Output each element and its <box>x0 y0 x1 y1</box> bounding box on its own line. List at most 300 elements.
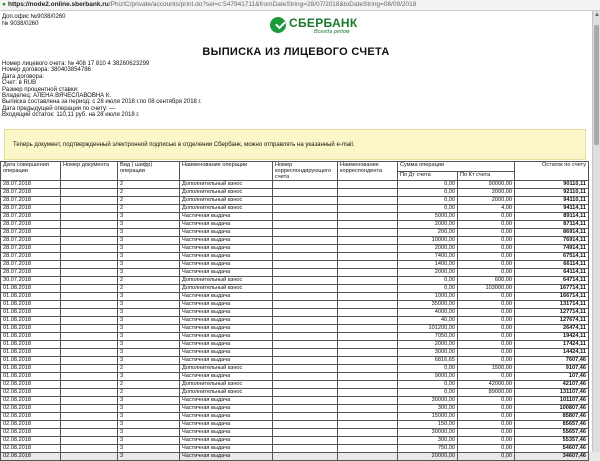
info-contract-date: Дата договора: <box>2 73 44 80</box>
cell-document <box>61 285 118 293</box>
cell-operation-name: Частичная выдача <box>180 229 273 237</box>
cell-operation-name: Частичная выдача <box>180 445 273 453</box>
col-header-code: Вид ( шифр) операции <box>118 162 180 181</box>
cell-document <box>61 405 118 413</box>
cell-balance: 19424,11 <box>515 333 589 341</box>
cell-corr-name <box>338 373 398 381</box>
cell-date: 01.08.2018 <box>1 317 61 325</box>
cell-date: 01.08.2018 <box>1 293 61 301</box>
table-row <box>1 397 589 405</box>
cell-operation-code: 3 <box>118 245 180 253</box>
col-header-balance: Остаток по счету <box>515 162 589 181</box>
cell-operation-name: Дополнительный взнос <box>180 365 273 373</box>
table-row <box>1 421 589 429</box>
cell-credit: 0,00 <box>458 397 515 405</box>
cell-debit: 2000,00 <box>398 245 458 253</box>
cell-corr-name <box>338 437 398 445</box>
table-row <box>1 357 589 365</box>
cell-operation-code: 3 <box>118 325 180 333</box>
table-row <box>1 325 589 333</box>
cell-date: 28.07.2018 <box>1 245 61 253</box>
cell-credit: 0,00 <box>458 445 515 453</box>
cell-debit: 35000,00 <box>398 301 458 309</box>
cell-corr-account <box>273 253 338 261</box>
cell-balance: 64714,11 <box>515 277 589 285</box>
cell-operation-code: 3 <box>118 445 180 453</box>
cell-balance: 74914,11 <box>515 245 589 253</box>
cell-operation-code: 3 <box>118 253 180 261</box>
cell-operation-name: Частичная выдача <box>180 317 273 325</box>
cell-date: 01.08.2018 <box>1 365 61 373</box>
cell-corr-account <box>273 301 338 309</box>
sberbank-logo-icon <box>270 17 286 33</box>
cell-credit: 0,00 <box>458 237 515 245</box>
cell-corr-name <box>338 453 398 461</box>
cell-credit: 1500,00 <box>458 365 515 373</box>
cell-corr-account <box>273 381 338 389</box>
cell-corr-name <box>338 341 398 349</box>
cell-document <box>61 389 118 397</box>
statement-page <box>0 11 592 459</box>
scroll-up-icon[interactable]: ▲ <box>594 12 600 18</box>
cell-operation-name: Частичная выдача <box>180 405 273 413</box>
cell-corr-name <box>338 309 398 317</box>
cell-corr-name <box>338 197 398 205</box>
cell-date: 30.07.2018 <box>1 277 61 285</box>
cell-document <box>61 357 118 365</box>
info-currency: Счет: в RUB <box>2 80 37 87</box>
cell-debit: 7400,00 <box>398 253 458 261</box>
cell-corr-name <box>338 333 398 341</box>
cell-corr-account <box>273 437 338 445</box>
cell-credit: 0,00 <box>458 357 515 365</box>
cell-balance: 34607,46 <box>515 453 589 461</box>
cell-operation-name: Частичная выдача <box>180 437 273 445</box>
cell-date: 02.08.2018 <box>1 429 61 437</box>
cell-corr-account <box>273 261 338 269</box>
cell-operation-name: Частичная выдача <box>180 261 273 269</box>
cell-operation-name: Частичная выдача <box>180 213 273 221</box>
info-interest-rate: Размер процентной ставки: <box>2 86 79 93</box>
cell-date: 02.08.2018 <box>1 413 61 421</box>
table-row <box>1 277 589 285</box>
table-row <box>1 429 589 437</box>
cell-debit: 15000,00 <box>398 413 458 421</box>
cell-operation-name: Дополнительный взнос <box>180 181 273 189</box>
cell-date: 02.08.2018 <box>1 437 61 445</box>
cell-credit: 0,00 <box>458 301 515 309</box>
cell-corr-name <box>338 365 398 373</box>
cell-corr-name <box>338 253 398 261</box>
cell-document <box>61 181 118 189</box>
office-line-1: Доп.офис №9038/0260 <box>2 14 66 20</box>
cell-debit: 0,00 <box>398 277 458 285</box>
cell-operation-code: 3 <box>118 237 180 245</box>
cell-operation-code: 3 <box>118 301 180 309</box>
table-row <box>1 349 589 357</box>
cell-operation-code: 3 <box>118 437 180 445</box>
account-info <box>2 61 202 119</box>
cell-operation-code: 3 <box>118 421 180 429</box>
cell-date: 02.08.2018 <box>1 389 61 397</box>
cell-document <box>61 397 118 405</box>
cell-corr-account <box>273 285 338 293</box>
cell-debit: 2000,00 <box>398 341 458 349</box>
cell-operation-name: Частичная выдача <box>180 397 273 405</box>
table-row <box>1 437 589 445</box>
cell-balance: 131107,46 <box>515 389 589 397</box>
cell-operation-name: Частичная выдача <box>180 421 273 429</box>
cell-corr-name <box>338 229 398 237</box>
cell-debit: 0,00 <box>398 205 458 213</box>
cell-credit: 42000,00 <box>458 381 515 389</box>
table-row <box>1 229 589 237</box>
col-header-credit: По Кт счета <box>458 172 515 181</box>
table-row <box>1 373 589 381</box>
cell-debit: 0,00 <box>398 285 458 293</box>
cell-balance: 26474,11 <box>515 325 589 333</box>
col-header-debit: По Дт счета <box>398 172 458 181</box>
cell-corr-name <box>338 261 398 269</box>
cell-debit: 7050,00 <box>398 333 458 341</box>
cell-balance: 42107,46 <box>515 381 589 389</box>
cell-operation-code: 3 <box>118 453 180 461</box>
cell-document <box>61 325 118 333</box>
cell-credit: 0,00 <box>458 413 515 421</box>
cell-balance: 94110,11 <box>515 197 589 205</box>
cell-operation-name: Частичная выдача <box>180 269 273 277</box>
cell-date: 02.08.2018 <box>1 405 61 413</box>
cell-corr-account <box>273 373 338 381</box>
cell-debit: 1000,00 <box>398 293 458 301</box>
cell-credit: 89000,00 <box>458 389 515 397</box>
url-host: https://node2.online.sberbank.ru <box>8 1 109 8</box>
cell-date: 28.07.2018 <box>1 229 61 237</box>
office-line-2: № 9038/0260 <box>2 21 39 27</box>
cell-document <box>61 253 118 261</box>
cell-operation-name: Частичная выдача <box>180 357 273 365</box>
cell-corr-account <box>273 245 338 253</box>
bank-slogan: Всегда рядом <box>314 29 350 35</box>
cell-operation-code: 2 <box>118 365 180 373</box>
cell-corr-account <box>273 413 338 421</box>
cell-document <box>61 365 118 373</box>
cell-operation-name: Частичная выдача <box>180 237 273 245</box>
cell-operation-name: Частичная выдача <box>180 245 273 253</box>
cell-corr-name <box>338 445 398 453</box>
cell-document <box>61 229 118 237</box>
cell-credit: 0,00 <box>458 429 515 437</box>
cell-corr-account <box>273 453 338 461</box>
cell-date: 02.08.2018 <box>1 445 61 453</box>
cell-document <box>61 429 118 437</box>
cell-corr-name <box>338 189 398 197</box>
cell-document <box>61 277 118 285</box>
cell-corr-name <box>338 421 398 429</box>
cell-operation-code: 3 <box>118 229 180 237</box>
cell-operation-name: Дополнительный взнос <box>180 197 273 205</box>
table-row <box>1 453 589 461</box>
cell-corr-name <box>338 213 398 221</box>
cell-debit: 0,00 <box>398 197 458 205</box>
cell-date: 02.08.2018 <box>1 421 61 429</box>
table-row <box>1 293 589 301</box>
cell-balance: 131714,11 <box>515 301 589 309</box>
cell-balance: 14424,11 <box>515 349 589 357</box>
cell-corr-name <box>338 429 398 437</box>
cell-debit: 30000,00 <box>398 429 458 437</box>
cell-corr-name <box>338 357 398 365</box>
cell-operation-code: 2 <box>118 285 180 293</box>
cell-date: 28.07.2018 <box>1 189 61 197</box>
cell-debit: 40,00 <box>398 317 458 325</box>
cell-corr-name <box>338 285 398 293</box>
cell-date: 28.07.2018 <box>1 221 61 229</box>
cell-corr-account <box>273 277 338 285</box>
cell-debit: 0,00 <box>398 381 458 389</box>
cell-debit: 10000,00 <box>398 237 458 245</box>
cell-operation-code: 3 <box>118 333 180 341</box>
cell-credit: 0,00 <box>458 293 515 301</box>
cell-corr-name <box>338 269 398 277</box>
lock-icon: ● <box>2 1 6 8</box>
browser-url-bar[interactable] <box>0 0 600 11</box>
cell-operation-code: 3 <box>118 317 180 325</box>
cell-document <box>61 437 118 445</box>
vertical-scrollbar[interactable] <box>592 11 600 452</box>
cell-date: 28.07.2018 <box>1 269 61 277</box>
cell-balance: 90110,11 <box>515 181 589 189</box>
cell-corr-account <box>273 389 338 397</box>
cell-debit: 101200,00 <box>398 325 458 333</box>
cell-operation-name: Дополнительный взнос <box>180 205 273 213</box>
cell-corr-name <box>338 277 398 285</box>
cell-corr-account <box>273 189 338 197</box>
cell-operation-name: Частичная выдача <box>180 349 273 357</box>
info-account-number: Номер лицевого счета: № 408 17 810 4 38260623299 <box>2 61 150 67</box>
cell-corr-name <box>338 349 398 357</box>
cell-corr-account <box>273 205 338 213</box>
cell-date: 28.07.2018 <box>1 237 61 245</box>
table-row <box>1 269 589 277</box>
cell-date: 28.07.2018 <box>1 181 61 189</box>
table-row <box>1 189 589 197</box>
cell-corr-name <box>338 397 398 405</box>
cell-operation-name: Дополнительный взнос <box>180 389 273 397</box>
cell-document <box>61 453 118 461</box>
cell-operation-name: Дополнительный взнос <box>180 189 273 197</box>
info-owner: Владелец: АЛЕНА ВЯЧЕСЛАВОВНА К. <box>2 93 112 100</box>
url-path: /PhizIC/private/accounts/print.do?sel=c:547941711&fromDateString=28/07/2018&toDateString=08/09/2018 <box>108 1 417 8</box>
cell-credit: 0,00 <box>458 421 515 429</box>
cell-corr-name <box>338 301 398 309</box>
cell-operation-name: Частичная выдача <box>180 253 273 261</box>
cell-corr-account <box>273 365 338 373</box>
cell-debit: 1400,00 <box>398 261 458 269</box>
table-row <box>1 181 589 189</box>
cell-credit: 103000,00 <box>458 285 515 293</box>
cell-corr-name <box>338 325 398 333</box>
cell-document <box>61 269 118 277</box>
cell-balance: 127674,11 <box>515 317 589 325</box>
cell-date: 01.08.2018 <box>1 349 61 357</box>
col-header-corr-name: Наименование корреспондента <box>338 162 398 181</box>
cell-corr-account <box>273 405 338 413</box>
cell-document <box>61 293 118 301</box>
cell-corr-account <box>273 429 338 437</box>
cell-corr-name <box>338 245 398 253</box>
table-row <box>1 413 589 421</box>
cell-corr-account <box>273 445 338 453</box>
cell-debit: 2000,00 <box>398 221 458 229</box>
table-row <box>1 245 589 253</box>
cell-document <box>61 333 118 341</box>
cell-corr-account <box>273 317 338 325</box>
cell-corr-name <box>338 405 398 413</box>
cell-debit: 200,00 <box>398 229 458 237</box>
cell-document <box>61 421 118 429</box>
table-row <box>1 261 589 269</box>
cell-corr-account <box>273 421 338 429</box>
cell-document <box>61 445 118 453</box>
cell-debit: 3000,00 <box>398 349 458 357</box>
cell-credit: 2000,00 <box>458 197 515 205</box>
table-row <box>1 197 589 205</box>
cell-document <box>61 349 118 357</box>
cell-corr-account <box>273 325 338 333</box>
bank-name: СБЕРБАНК <box>289 16 358 30</box>
cell-operation-name: Частичная выдача <box>180 301 273 309</box>
cell-debit: 0,00 <box>398 189 458 197</box>
cell-operation-name: Частичная выдача <box>180 413 273 421</box>
cell-operation-code: 3 <box>118 373 180 381</box>
cell-corr-name <box>338 381 398 389</box>
cell-balance: 55657,46 <box>515 429 589 437</box>
cell-credit: 2000,00 <box>458 189 515 197</box>
cell-operation-name: Частичная выдача <box>180 373 273 381</box>
cell-corr-account <box>273 229 338 237</box>
cell-balance: 85807,46 <box>515 413 589 421</box>
info-period: Выписка составлена за период: с 28 июля 2018 г.по 08 сентября 2018 г. <box>2 99 202 106</box>
cell-balance: 167714,11 <box>515 285 589 293</box>
scrollbar-thumb[interactable] <box>594 25 599 145</box>
cell-debit: 0,00 <box>398 365 458 373</box>
cell-operation-code: 3 <box>118 213 180 221</box>
cell-operation-name: Дополнительный взнос <box>180 285 273 293</box>
statement-table <box>0 161 589 461</box>
cell-operation-code: 3 <box>118 261 180 269</box>
cell-corr-name <box>338 389 398 397</box>
cell-operation-code: 2 <box>118 181 180 189</box>
cell-credit: 0,00 <box>458 405 515 413</box>
cell-operation-name: Частичная выдача <box>180 309 273 317</box>
cell-corr-name <box>338 293 398 301</box>
cell-corr-name <box>338 205 398 213</box>
cell-credit: 0,00 <box>458 349 515 357</box>
cell-operation-name: Частичная выдача <box>180 325 273 333</box>
table-row <box>1 309 589 317</box>
cell-document <box>61 381 118 389</box>
cell-balance: 87114,11 <box>515 221 589 229</box>
cell-credit: 0,00 <box>458 453 515 461</box>
cell-credit: 0,00 <box>458 325 515 333</box>
cell-operation-name: Дополнительный взнос <box>180 277 273 285</box>
table-row <box>1 285 589 293</box>
cell-balance: 64114,11 <box>515 269 589 277</box>
cell-document <box>61 189 118 197</box>
cell-corr-account <box>273 349 338 357</box>
cell-date: 01.08.2018 <box>1 309 61 317</box>
cell-debit: 150,00 <box>398 421 458 429</box>
table-row <box>1 317 589 325</box>
table-row <box>1 237 589 245</box>
cell-document <box>61 245 118 253</box>
cell-date: 02.08.2018 <box>1 453 61 461</box>
cell-operation-code: 2 <box>118 197 180 205</box>
cell-credit: 0,00 <box>458 333 515 341</box>
cell-document <box>61 237 118 245</box>
cell-date: 01.08.2018 <box>1 341 61 349</box>
cell-corr-account <box>273 237 338 245</box>
cell-balance: 17424,11 <box>515 341 589 349</box>
cell-debit: 5000,00 <box>398 213 458 221</box>
cell-document <box>61 317 118 325</box>
col-header-doc: Номер документа <box>61 162 118 181</box>
cell-date: 01.08.2018 <box>1 333 61 341</box>
cell-document <box>61 261 118 269</box>
cell-debit: 20000,00 <box>398 453 458 461</box>
cell-date: 28.07.2018 <box>1 253 61 261</box>
cell-date: 28.07.2018 <box>1 261 61 269</box>
cell-credit: 0,00 <box>458 229 515 237</box>
cell-debit: 300,00 <box>398 405 458 413</box>
col-header-date: Дата совершения операции <box>1 162 61 181</box>
cell-document <box>61 413 118 421</box>
cell-date: 01.08.2018 <box>1 373 61 381</box>
cell-operation-code: 3 <box>118 397 180 405</box>
cell-debit: 9000,00 <box>398 373 458 381</box>
cell-operation-code: 3 <box>118 269 180 277</box>
table-row <box>1 213 589 221</box>
cell-credit: 0,00 <box>458 261 515 269</box>
cell-operation-code: 3 <box>118 221 180 229</box>
cell-balance: 67514,11 <box>515 253 589 261</box>
cell-operation-code: 2 <box>118 189 180 197</box>
cell-credit: 0,00 <box>458 437 515 445</box>
cell-operation-code: 2 <box>118 389 180 397</box>
cell-date: 28.07.2018 <box>1 205 61 213</box>
cell-document <box>61 341 118 349</box>
cell-credit: 0,00 <box>458 253 515 261</box>
cell-balance: 107,46 <box>515 373 589 381</box>
cell-operation-code: 3 <box>118 405 180 413</box>
cell-date: 02.08.2018 <box>1 381 61 389</box>
cell-debit: 0,00 <box>398 181 458 189</box>
cell-debit: 300,00 <box>398 437 458 445</box>
cell-document <box>61 301 118 309</box>
statement-rows <box>1 181 589 461</box>
table-row <box>1 221 589 229</box>
cell-credit: 4,00 <box>458 205 515 213</box>
cell-credit: 0,00 <box>458 373 515 381</box>
sberbank-logo <box>270 15 375 37</box>
cell-operation-name: Дополнительный взнос <box>180 381 273 389</box>
cell-corr-account <box>273 221 338 229</box>
cell-corr-account <box>273 309 338 317</box>
email-notice: Теперь документ, подтвержденный электронной подписью в отделении Сбербанк, можно отправлять на указанный e-mail. <box>4 129 586 160</box>
cell-debit: 750,00 <box>398 445 458 453</box>
cell-corr-account <box>273 213 338 221</box>
